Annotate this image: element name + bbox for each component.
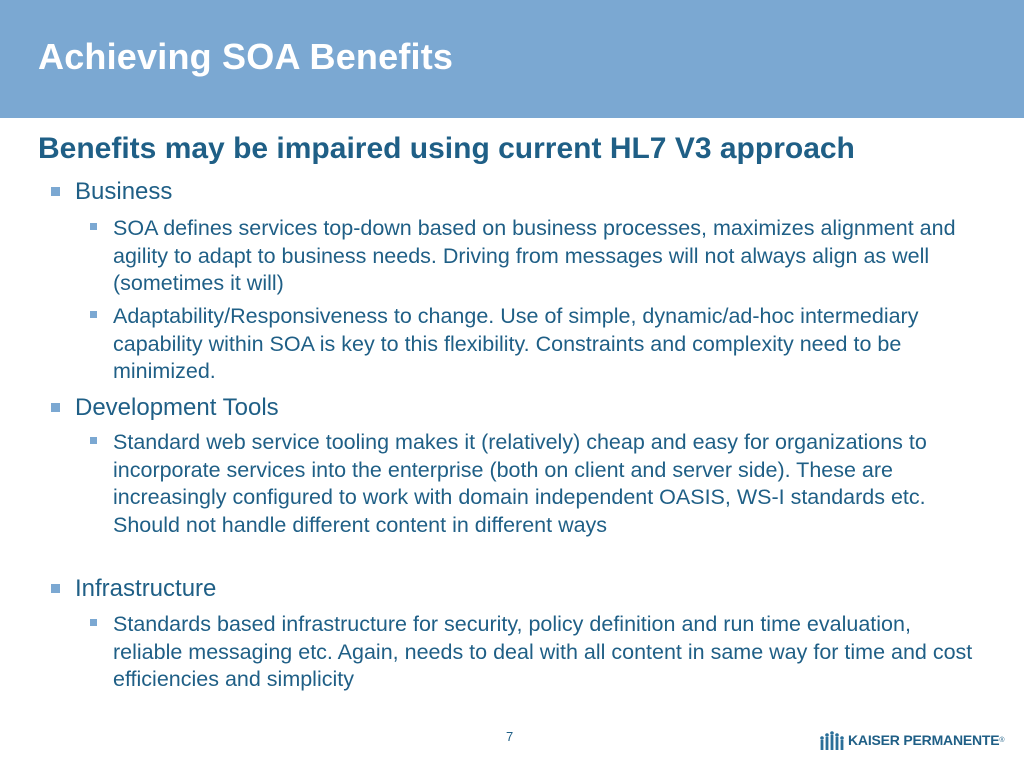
sub-bullet [113, 429, 983, 539]
bullet-development-tools [75, 394, 279, 422]
sub-bullet-text: Standards based infrastructure for security, policy definition and run time evaluation, reliable messaging etc. Again, needs to deal with all content in same way for time and cost efficiencies and simplicity [113, 612, 973, 691]
bullet-text: Infrastructure [75, 575, 217, 602]
bullet-text: Business [75, 178, 173, 205]
slide-title: Achieving SOA Benefits [38, 36, 454, 77]
sub-bullet-text: Adaptability/Responsiveness to change. Use of simple, dynamic/ad-hoc intermediary capability within SOA is key to this flexibility. Constraints and complexity need to be minimized. [113, 304, 919, 383]
kaiser-permanente-logo-icon [818, 729, 844, 751]
kaiser-permanente-logo [818, 728, 1005, 752]
sub-bullet-text: Standard web service tooling makes it (relatively) cheap and easy for organizations to incorporate services into the enterprise (both on client and server side). These are increasingly configured to work with domain independent OASIS, WS-I standards etc. Should not handle different content in different ways [113, 430, 927, 537]
square-bullet-icon [51, 584, 60, 593]
square-bullet-icon [90, 437, 97, 444]
logo-text: KAISER PERMANENTE [848, 732, 1000, 748]
page-number: 7 [506, 729, 514, 744]
bullet-infrastructure [75, 575, 216, 603]
bullet-business [75, 178, 172, 206]
square-bullet-icon [90, 619, 97, 626]
sub-bullet [113, 303, 983, 386]
sub-bullet [113, 215, 983, 298]
square-bullet-icon [51, 187, 60, 196]
sub-bullet [113, 611, 983, 694]
square-bullet-icon [51, 403, 60, 412]
slide-subtitle: Benefits may be impaired using current HL7 V3 approach [38, 132, 855, 165]
square-bullet-icon [90, 223, 97, 230]
square-bullet-icon [90, 311, 97, 318]
bullet-text: Development Tools [75, 394, 279, 421]
sub-bullet-text: SOA defines services top-down based on business processes, maximizes alignment and agility to adapt to business needs. Driving from messages will not always align as well (sometimes it will) [113, 216, 956, 295]
title-bar [0, 0, 1024, 118]
registered-mark: ® [999, 736, 1005, 744]
